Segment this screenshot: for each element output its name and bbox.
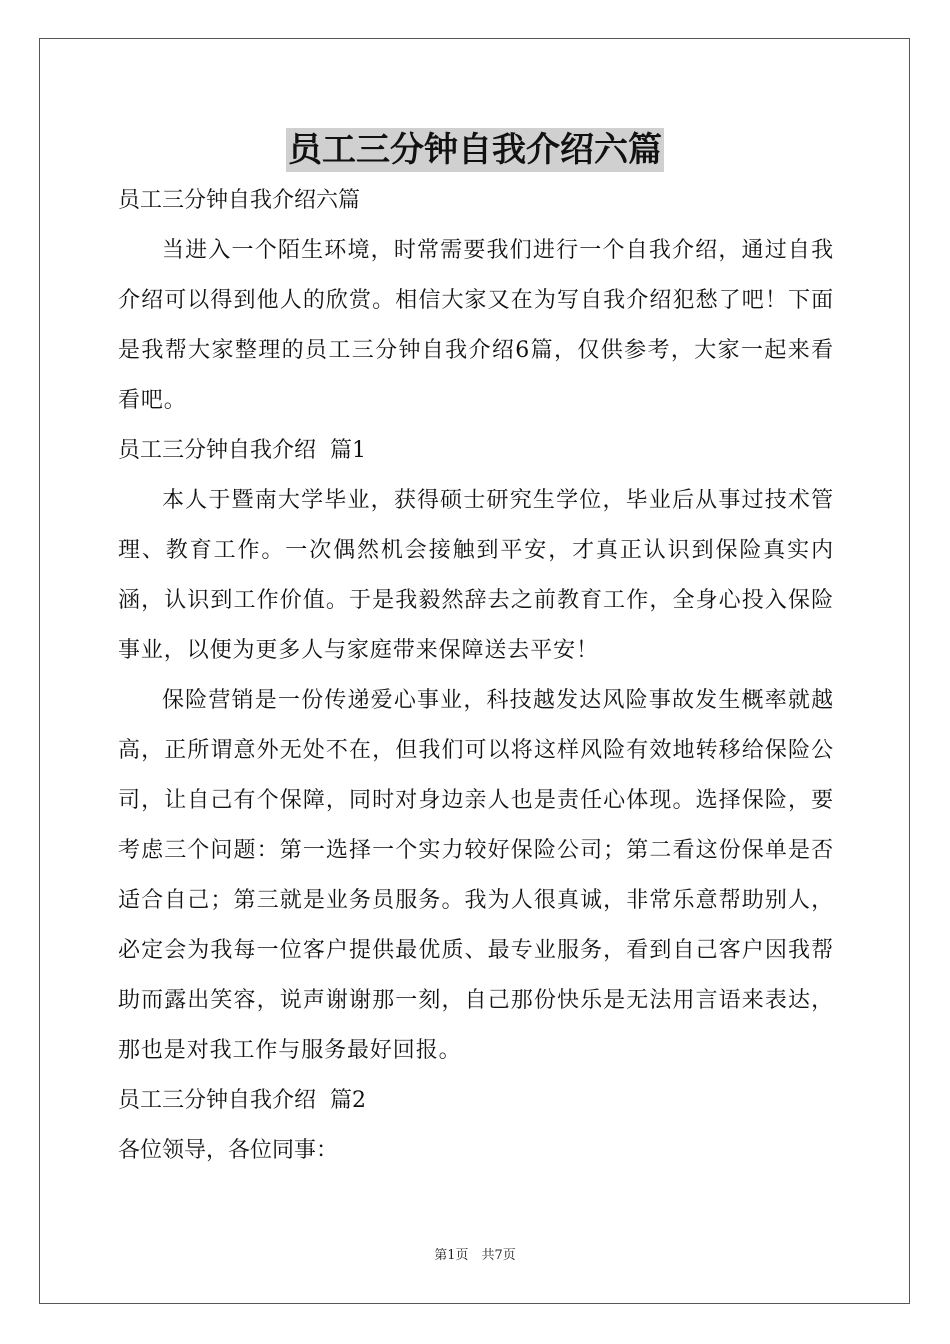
title-wrap: [0, 128, 950, 172]
document-body: [118, 176, 834, 1176]
page-footer: [0, 1247, 950, 1265]
section-paragraph: 本人于暨南大学毕业，获得硕士研究生学位，毕业后从事过技术管理、教育工作。一次偶然机会接触到平安，才真正认识到保险真实内涵，认识到工作价值。于是我毅然辞去之前教育工作，全身心投入保险事业，以便为更多人与家庭带来保障送去平安！: [118, 488, 834, 663]
section-paragraph: 保险营销是一份传递爱心事业，科技越发达风险事故发生概率就越高，正所谓意外无处不在，但我们可以将这样风险有效地转移给保险公司，让自己有个保障，同时对身边亲人也是责任心体现。选择保险，要考虑三个问题：第一选择一个实力较好保险公司；第二看这份保单是否适合自己；第三就是业务员服务。我为人很真诚，非常乐意帮助别人，必定会为我每一位客户提供最优质、最专业服务，看到自己客户因我帮助而露出笑容，说声谢谢那一刻，自己那份快乐是无法用言语来表达，那也是对我工作与服务最好回报。: [118, 688, 834, 1063]
document-title: 员工三分钟自我介绍六篇: [288, 130, 662, 170]
document-subtitle: 员工三分钟自我介绍六篇: [118, 188, 361, 213]
section-heading: 员工三分钟自我介绍 篇2: [118, 1088, 366, 1113]
greeting-line: 各位领导，各位同事：: [118, 1138, 339, 1163]
intro-paragraph: 当进入一个陌生环境，时常需要我们进行一个自我介绍，通过自我介绍可以得到他人的欣赏。相信大家又在为写自我介绍犯愁了吧！下面是我帮大家整理的员工三分钟自我介绍6篇，仅供参考，大家一起来看看吧。: [118, 238, 834, 413]
page-number: 第1页 共7页: [434, 1248, 516, 1263]
section-heading: 员工三分钟自我介绍 篇1: [118, 438, 366, 463]
